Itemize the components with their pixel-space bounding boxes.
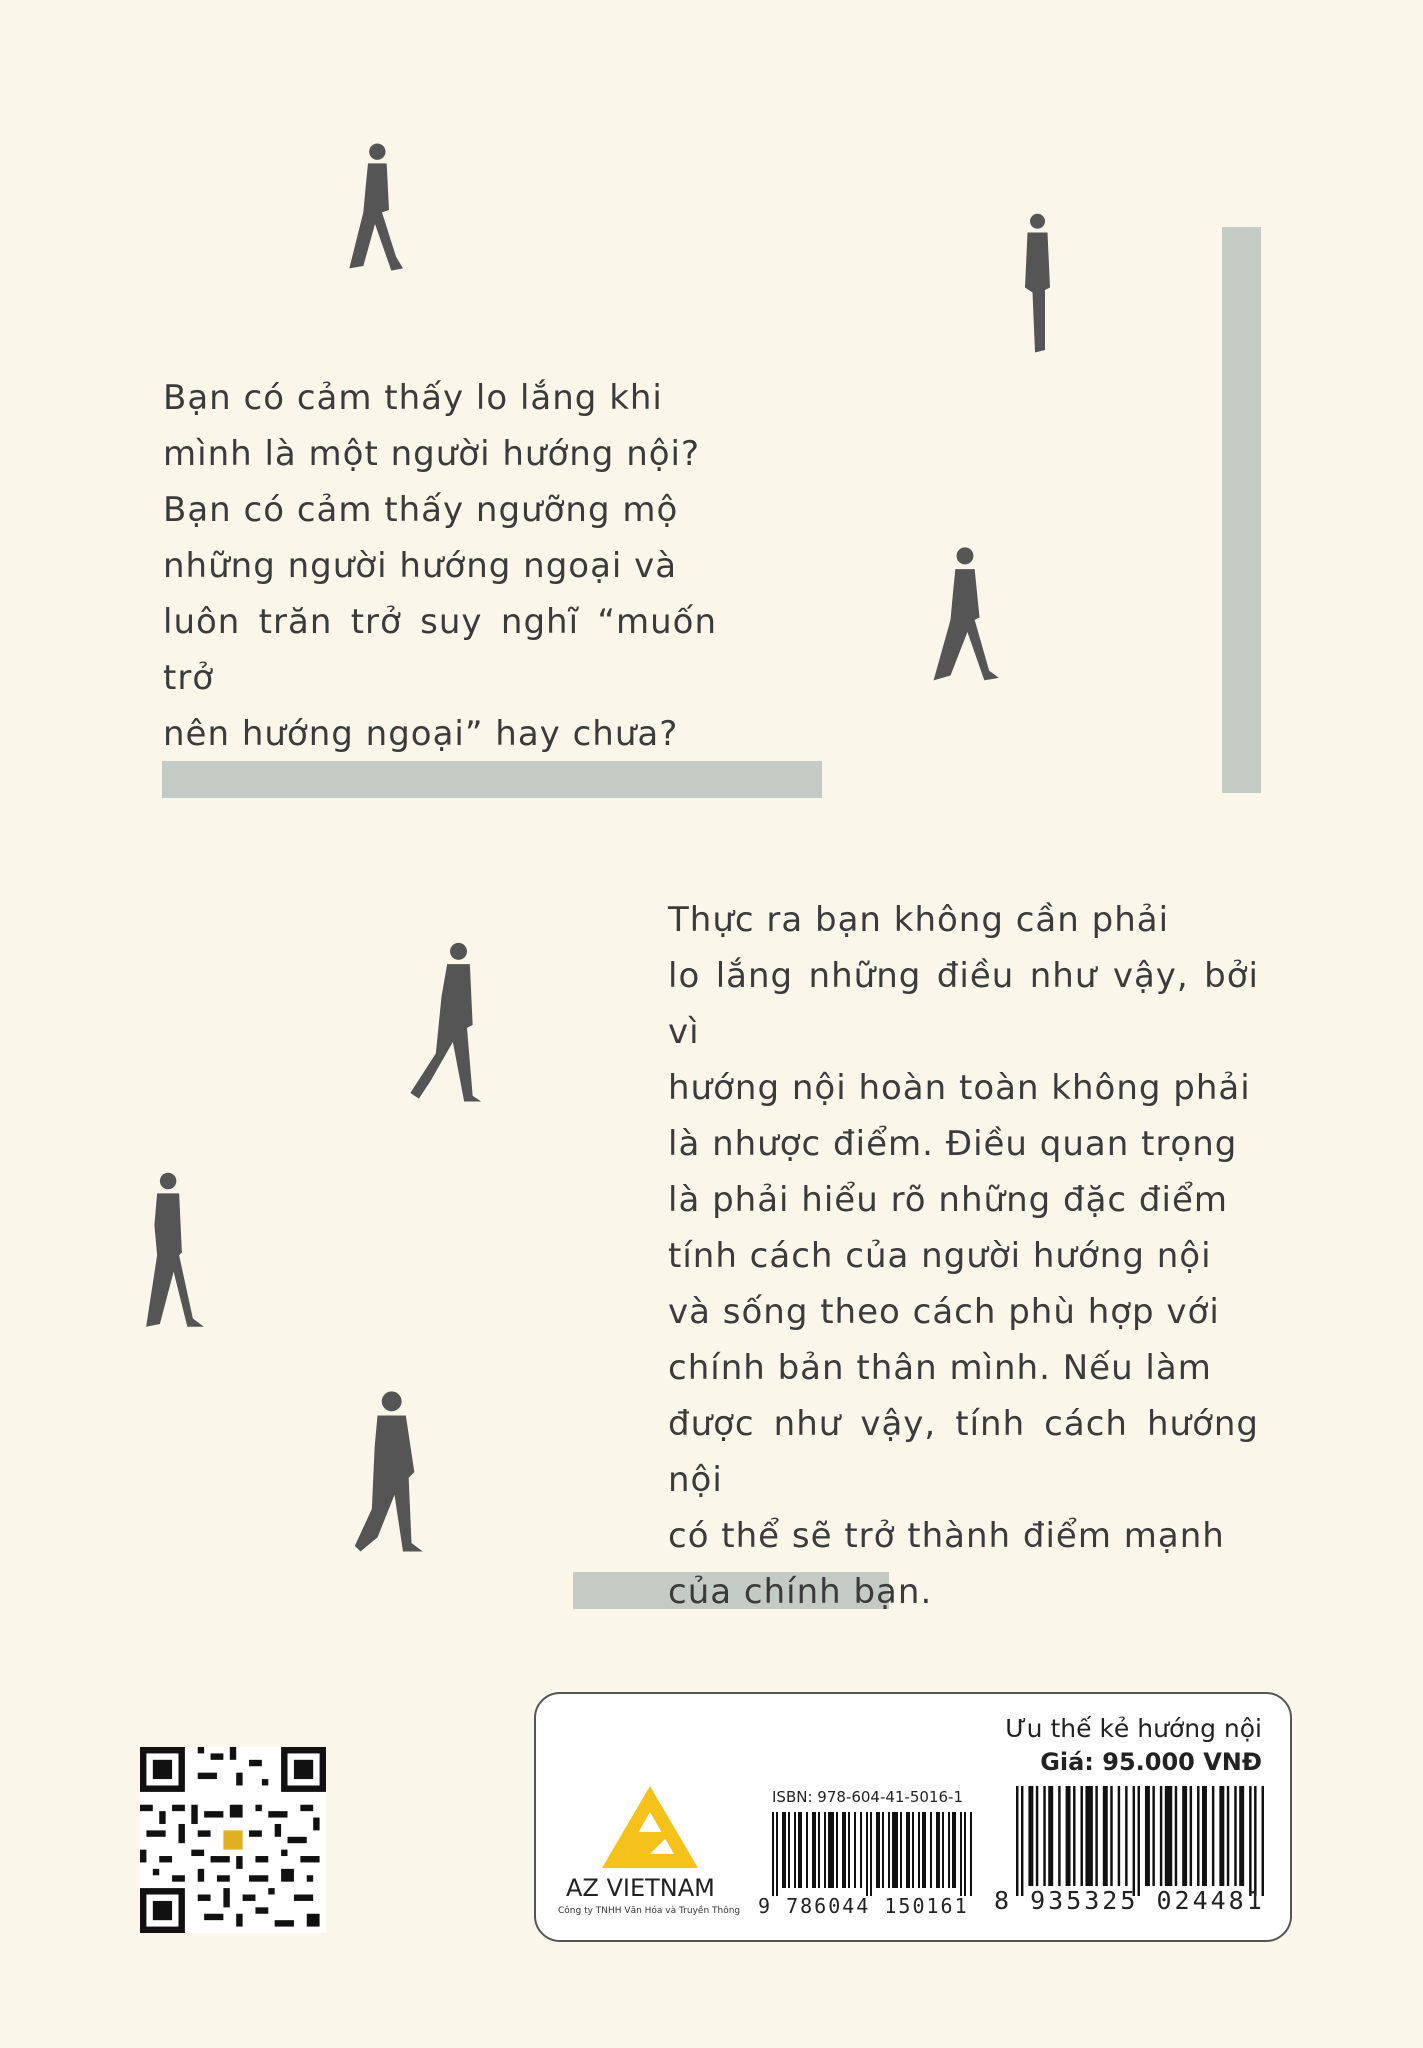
body-line: hướng nội hoàn toàn không phải xyxy=(668,1068,1251,1108)
ean-barcode-digits: 8 935325 024481 xyxy=(994,1886,1265,1915)
intro-line: Bạn có cảm thấy lo lắng khi xyxy=(163,378,663,418)
price-info-box xyxy=(534,1692,1292,1942)
isbn-barcode xyxy=(772,1812,972,1896)
body-line: là phải hiểu rõ những đặc điểm xyxy=(668,1180,1228,1220)
intro-line: Bạn có cảm thấy ngưỡng mộ xyxy=(163,490,679,530)
ean-barcode xyxy=(1016,1786,1264,1896)
intro-line: mình là một người hướng nội? xyxy=(163,434,701,474)
body-line: có thể sẽ trở thành điểm mạnh xyxy=(668,1516,1225,1556)
body-line: chính bản thân mình. Nếu làm xyxy=(668,1348,1212,1388)
isbn-label: ISBN: 978-604-41-5016-1 xyxy=(772,1788,963,1806)
body-line: lo lắng những điều như vậy, bởi vì xyxy=(668,956,1259,1052)
intro-paragraph xyxy=(163,370,717,762)
walking-person-icon xyxy=(920,545,1010,690)
body-line: Thực ra bạn không cần phải xyxy=(668,900,1170,940)
book-title: Ưu thế kẻ hướng nội xyxy=(1005,1714,1262,1743)
body-line: tính cách của người hướng nội xyxy=(668,1236,1212,1276)
body-line: của chính bạn. xyxy=(668,1572,933,1612)
body-line: là nhược điểm. Điều quan trọng xyxy=(668,1124,1238,1164)
body-line: được như vậy, tính cách hướng nội xyxy=(668,1404,1259,1500)
az-vietnam-logo-icon xyxy=(602,1786,698,1868)
walking-person-icon xyxy=(352,1390,437,1560)
intro-line: những người hướng ngoại và xyxy=(163,546,678,586)
isbn-barcode-digits: 9 786044 150161 xyxy=(758,1894,969,1918)
price-label: Giá: 95.000 VNĐ xyxy=(1040,1748,1262,1776)
publisher-brand: AZ VIETNAM xyxy=(566,1874,715,1902)
walking-person-icon xyxy=(330,140,420,280)
publisher-company: Công ty TNHH Văn Hóa và Truyền Thông xyxy=(558,1906,741,1916)
accent-bar-top xyxy=(162,761,822,798)
body-line: và sống theo cách phù hợp với xyxy=(668,1292,1220,1332)
walking-person-icon xyxy=(1005,210,1065,360)
walking-person-icon xyxy=(140,1170,210,1335)
body-paragraph xyxy=(668,892,1259,1620)
accent-bar-vertical xyxy=(1222,227,1261,793)
intro-line: nên hướng ngoại” hay chưa? xyxy=(163,714,679,754)
walking-person-icon xyxy=(405,940,495,1110)
intro-line: luôn trăn trở suy nghĩ “muốn trở xyxy=(163,602,717,698)
qr-code-icon[interactable] xyxy=(140,1747,326,1933)
